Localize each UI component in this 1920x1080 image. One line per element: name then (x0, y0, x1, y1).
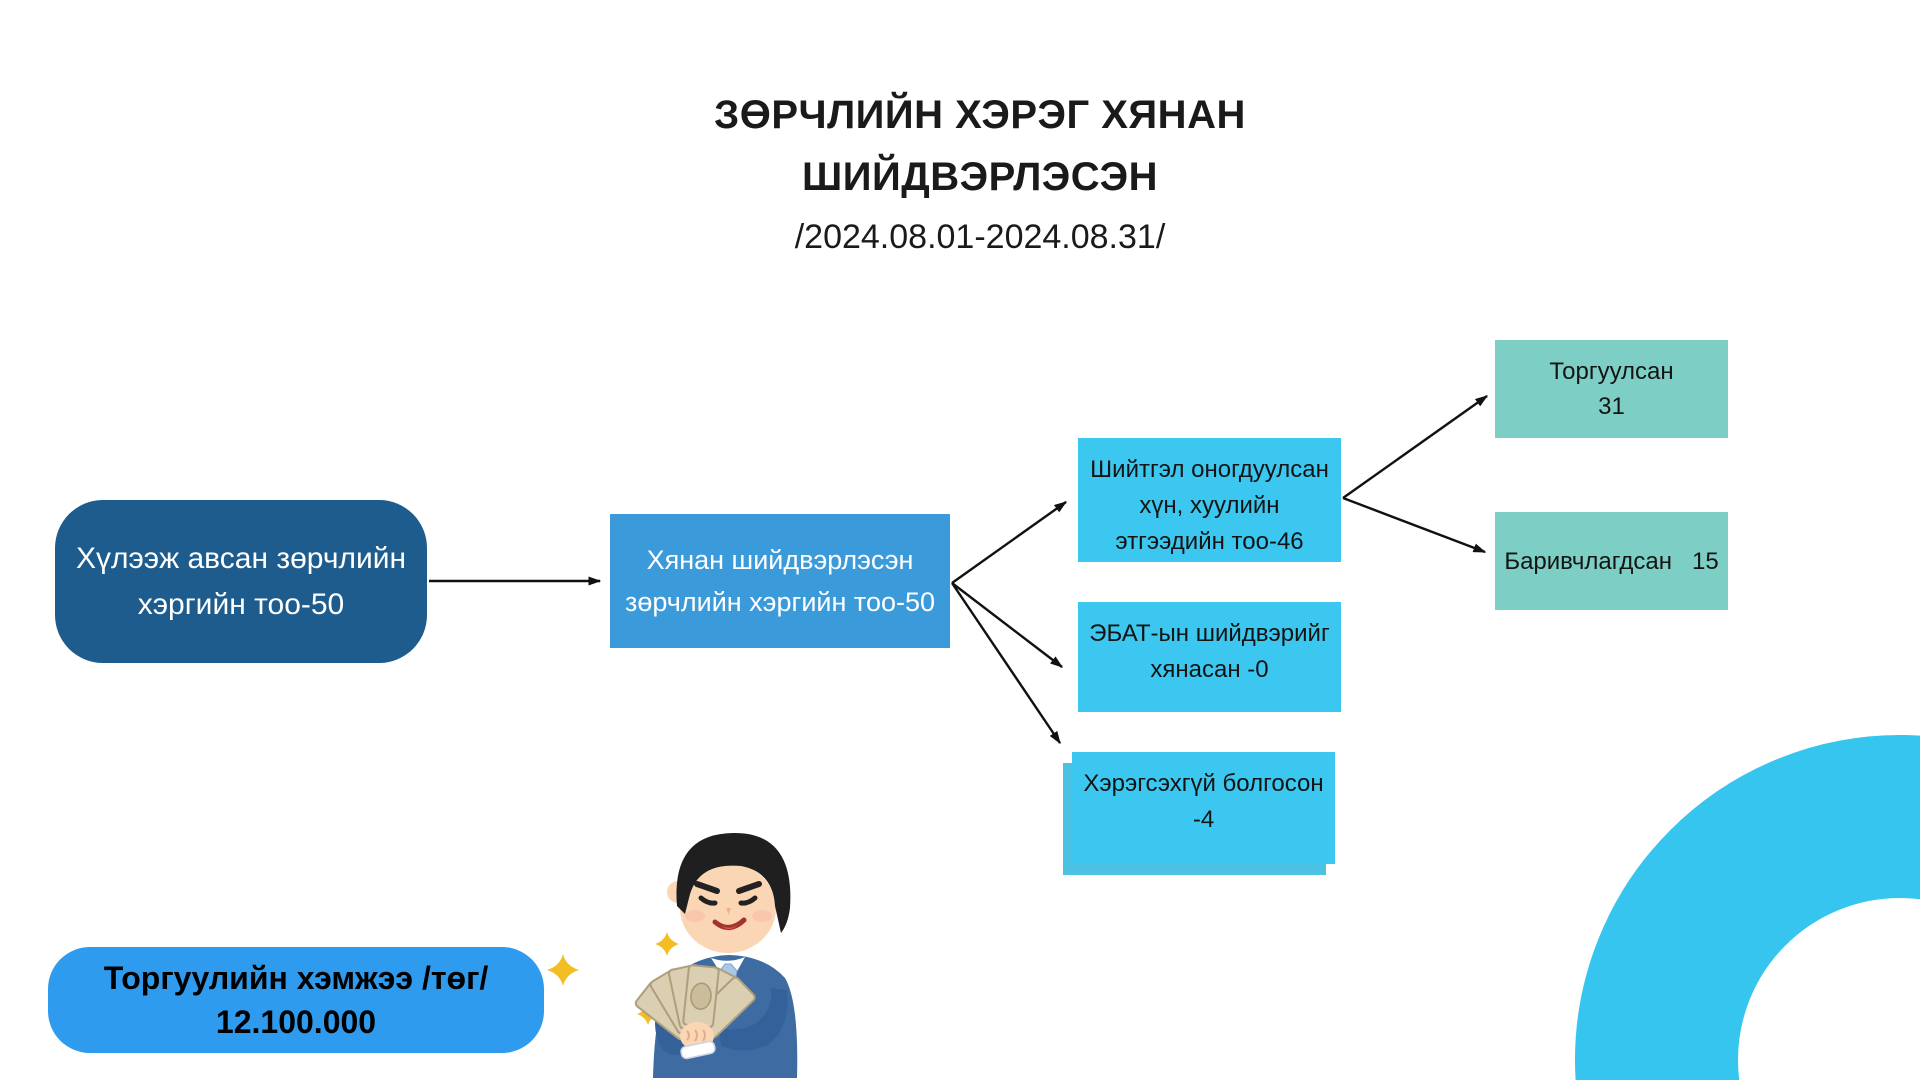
slide-title (480, 84, 1480, 266)
blush (752, 910, 772, 922)
arrow-resolved-to-ebat (952, 583, 1062, 667)
fine-total-pill (48, 947, 544, 1053)
node-text-line: Хүлээж авсан зөрчлийн (75, 541, 407, 575)
node-text-line: зөрчлийн хэргийн тоо-50 (624, 587, 936, 617)
node-value: 31 (1598, 393, 1625, 420)
node-fined (1495, 340, 1728, 438)
title-line1: ЗӨРЧЛИЙН ХЭРЭГ ХЯНАН (714, 93, 1246, 137)
title-line2: ШИЙДВЭРЛЭСЭН (802, 155, 1158, 199)
node-dismissed (1072, 752, 1335, 864)
arrow-resolved-to-dismissed (952, 583, 1060, 743)
fine-total-amount: 12.100.000 (215, 1004, 377, 1040)
node-penalty-imposed (1078, 438, 1341, 562)
node-text-line: ЭБАТ-ын шийдвэрийг (1089, 620, 1330, 647)
man-counting-money-illustration (545, 828, 805, 1078)
node-text-line: хэргийн тоо-50 (137, 587, 345, 621)
arrow-resolved-to-penalized (952, 502, 1066, 583)
node-text-line: Шийтгэл оногдуулсан (1090, 456, 1329, 483)
title-period: /2024.08.01-2024.08.31/ (794, 218, 1166, 256)
node-received-cases (55, 500, 427, 663)
node-text-line: этгээдийн тоо-46 (1115, 528, 1304, 555)
node-text-line: хянасан -0 (1150, 656, 1269, 683)
decorative-ring-shape (1575, 735, 1920, 1080)
arrow-penalized-to-fined (1343, 396, 1487, 498)
node-text-line: Хянан шийдвэрлэсэн (646, 545, 914, 575)
arrow-penalized-to-arrested (1343, 498, 1485, 552)
node-text-line: хүн, хуулийн (1139, 492, 1280, 519)
node-ebat-reviewed (1078, 602, 1341, 712)
node-text-line: -4 (1192, 806, 1215, 833)
fine-total-label: Торгуулийн хэмжээ /төг/ (103, 960, 489, 996)
node-text-line: Баривчлагдсан (1504, 547, 1672, 575)
node-text-line: Хэрэгсэхгүй болгосон (1083, 770, 1324, 797)
blush (685, 910, 705, 922)
node-arrested (1495, 512, 1728, 610)
node-text-line: Торгуулсан (1549, 358, 1674, 385)
node-value: 15 (1691, 547, 1719, 575)
node-resolved-cases (610, 514, 950, 648)
